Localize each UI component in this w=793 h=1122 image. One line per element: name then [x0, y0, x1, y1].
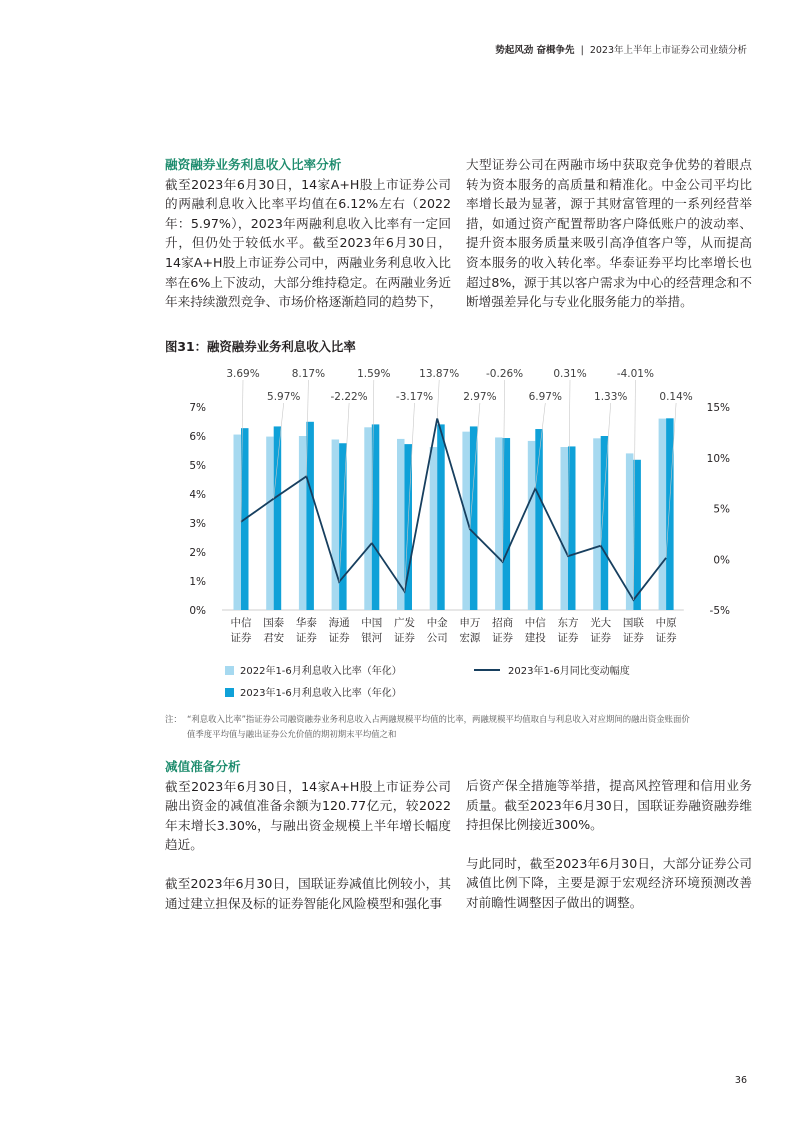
section1-right-paragraph: 大型证券公司在两融市场中获取竞争优势的着眼点转为资本服务的高质量和精准化。中金公司平均比率增长最为显著，源于其财富管理的一系列经营举措，如通过资产配置帮助客户降低账户的波动率、提升资本服务质量来吸引高净值客户等，从而提高资本服务的收入转化率。华泰证券平均比率增长也超过8%，源于其以客户需求为中心的经营理念和不断增强差异化与专业化服务能力的举措。 [466, 157, 752, 310]
y-left-tick-label: 6% [189, 431, 206, 443]
y-right-tick-label: 15% [706, 402, 730, 414]
x-tick-label-line2: 证券 [622, 632, 644, 644]
legend-line-change [474, 669, 500, 671]
x-tick-label-line1: 海通 [328, 617, 350, 629]
legend-item-change [474, 662, 630, 677]
section2-right-column [466, 776, 752, 913]
legend-item-2022 [225, 662, 402, 677]
header-slogan: 势起风劲 奋楫争先 [495, 45, 575, 56]
x-tick-label-line1: 光大 [590, 617, 612, 629]
x-tick-label-line2: 证券 [492, 632, 514, 644]
section1-right-column [466, 155, 752, 312]
page-header [495, 42, 747, 56]
x-tick-label-line2: 证券 [655, 632, 677, 644]
bar-2023 [437, 424, 445, 610]
bar-2022 [593, 438, 601, 610]
x-tick-label-line2: 证券 [328, 632, 350, 644]
y-left-tick-label: 1% [189, 576, 206, 588]
x-tick-label-line1: 中原 [655, 617, 677, 629]
y-left-tick-label: 0% [189, 605, 206, 617]
section2-left-paragraph-1: 截至2023年6月30日，14家A+H股上市证券公司融出资金的减值准备余额为120.77亿元，较2022年末增长3.30%，与融出资金规模上半年增长幅度趋近。 [165, 778, 451, 853]
x-tick-label-line1: 东方 [557, 617, 579, 629]
legend-label-2022: 2022年1-6月利息收入比率（年化） [240, 666, 402, 677]
x-tick-label-line2: 建投 [524, 632, 546, 644]
x-tick-label-line1: 中国 [361, 617, 383, 629]
data-label: 8.17% [291, 368, 326, 380]
x-tick-label-line1: 中金 [426, 617, 448, 629]
legend-swatch-2023 [225, 688, 234, 697]
x-tick-label-line2: 证券 [230, 632, 252, 644]
section2-left-paragraph-2: 截至2023年6月30日，国联证券减值比例较小，其通过建立担保及标的证券智能化风险模型和强化事 [165, 875, 451, 911]
bar-2022 [495, 437, 503, 610]
data-label: -0.26% [486, 368, 524, 380]
y-right-tick-label: 5% [713, 503, 730, 516]
section2-right-paragraph-1: 后资产保全措施等举措，提高风控管理和信用业务质量。截至2023年6月30日，国联证券融资融券维持担保比例接近300%。 [466, 778, 752, 833]
x-tick-label-line1: 中信 [230, 617, 252, 629]
y-left-tick-label: 4% [189, 489, 206, 501]
legend-label-2023: 2023年1-6月利息收入比率（年化） [240, 688, 402, 699]
data-label: 1.59% [357, 368, 391, 380]
x-tick-label-line1: 招商 [492, 617, 514, 629]
page-number: 36 [734, 1075, 747, 1086]
bar-2023 [274, 426, 282, 610]
bar-2022 [626, 453, 634, 610]
data-label: 13.87% [419, 368, 460, 380]
section2-right-paragraph-2: 与此同时，截至2023年6月30日，大部分证券公司减值比例下降，主要是源于宏观经济环境预测改善对前瞻性调整因子做出的调整。 [466, 855, 752, 910]
data-label: 0.14% [659, 391, 693, 403]
data-label: 5.97% [267, 391, 301, 403]
y-left-tick-label: 3% [189, 518, 206, 530]
x-tick-label-line2: 宏源 [459, 632, 481, 644]
note-prefix: 注： [165, 714, 182, 724]
bar-2023 [306, 422, 314, 610]
note-line-1: “利息收入比率”指证券公司融资融券业务利息收入占两融规模平均值的比率，两融规模平均值取自与利息收入对应期间的融出资金账面价 [187, 714, 690, 724]
data-label: 6.97% [528, 391, 562, 403]
x-tick-label-line1: 广发 [394, 617, 415, 629]
x-tick-label-line2: 证券 [590, 632, 612, 644]
data-label: 1.33% [594, 391, 628, 403]
header-subtitle: 2023年上半年上市证券公司业绩分析 [589, 45, 747, 56]
header-separator: | [580, 45, 584, 56]
x-tick-label-line2: 银河 [361, 632, 383, 644]
bar-2022 [299, 436, 307, 610]
y-right-tick-label: 10% [706, 452, 730, 465]
bar-2022 [430, 447, 438, 610]
x-tick-label-line1: 国联 [622, 617, 644, 629]
x-tick-label-line2: 证券 [394, 632, 415, 644]
bar-2022 [266, 437, 274, 610]
x-tick-label-line1: 华泰 [295, 617, 317, 629]
y-right-tick-label: -5% [709, 605, 730, 617]
y-left-tick-label: 7% [189, 402, 206, 414]
bar-2022 [234, 435, 242, 610]
y-left-tick-label: 5% [189, 460, 206, 472]
bar-2023 [666, 418, 674, 610]
data-label: -4.01% [616, 368, 654, 380]
section2-title: 减值准备分析 [165, 759, 241, 774]
x-tick-label-line2: 公司 [426, 632, 448, 644]
data-label-leader [437, 380, 439, 418]
section1-left-paragraph: 截至2023年6月30日，14家A+H股上市证券公司的两融利息收入比率平均值在6.12%左右（2022年：5.97%），2023年两融利息收入比率有一定回升，但仍处于较低水平。截至2023年6月30日，14家A+H股上市证券公司中，两融业务利息收入比率在6%上下波动，大部分维持稳定。在两融业务近年来持续激烈竞争、市场价格逐渐趋同的趋势下， [165, 176, 451, 310]
bar-2022 [528, 441, 536, 610]
legend-swatch-2022 [225, 666, 234, 675]
x-tick-label-line1: 申万 [459, 617, 481, 629]
bar-2022 [462, 432, 470, 610]
legend-item-2023 [225, 684, 402, 699]
legend-label-change: 2023年1-6月同比变动幅度 [508, 666, 630, 677]
data-label: 0.31% [553, 368, 587, 380]
x-tick-label-line2: 证券 [557, 632, 579, 644]
section1-title: 融资融券业务利息收入比率分析 [165, 157, 342, 172]
section2-left-column [165, 757, 451, 913]
y-right-tick-label: 0% [713, 554, 730, 567]
figure-title: 图31：融资融券业务利息收入比率 [165, 339, 356, 354]
figure-note [165, 712, 765, 742]
bar-2022 [561, 447, 569, 610]
x-tick-label-line1: 国泰 [263, 617, 285, 629]
bar-2022 [364, 427, 372, 610]
data-label: -3.17% [395, 391, 434, 403]
bar-2022 [659, 419, 667, 610]
data-label: 3.69% [226, 368, 260, 380]
x-tick-label-line2: 证券 [295, 632, 317, 644]
y-left-tick-label: 2% [189, 547, 206, 559]
interest-income-ratio-chart [150, 360, 740, 655]
note-line-2: 值季度平均值与融出证券公允价值的期初期末平均值之和 [187, 729, 397, 739]
bar-2022 [332, 439, 340, 610]
section1-left-column [165, 155, 451, 312]
bar-2023 [601, 436, 609, 610]
x-tick-label-line1: 中信 [524, 617, 546, 629]
data-label: 2.97% [463, 391, 497, 403]
data-label: -2.22% [330, 391, 368, 403]
x-tick-label-line2: 君安 [263, 632, 285, 644]
